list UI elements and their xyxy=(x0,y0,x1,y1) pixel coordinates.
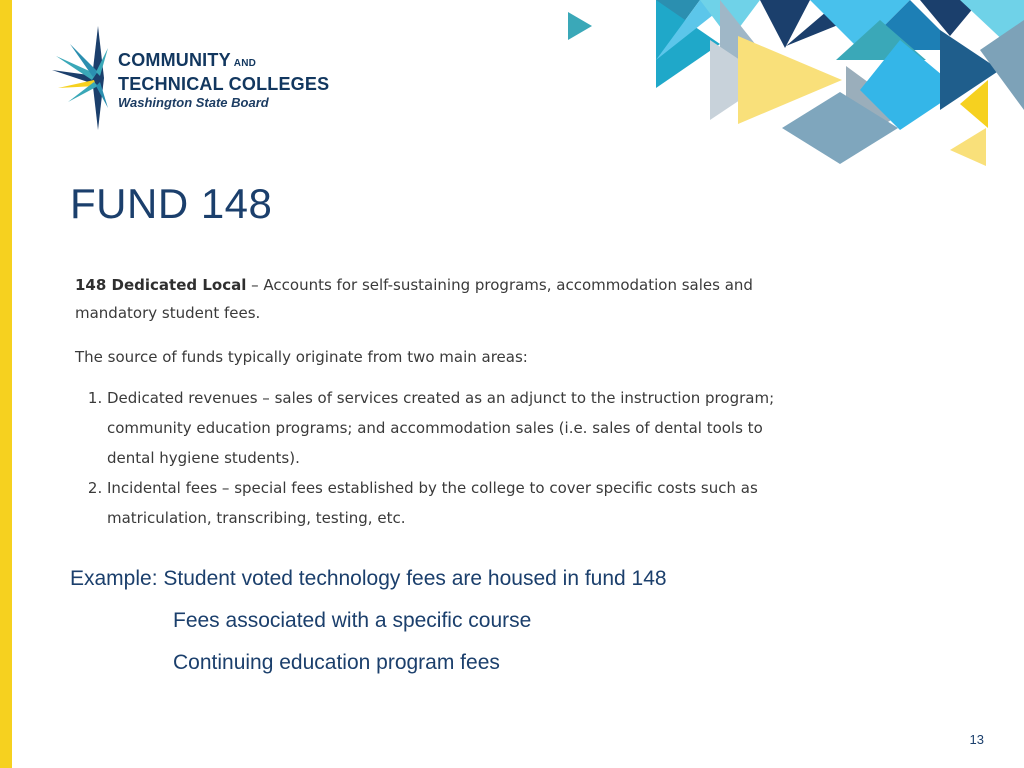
example-label: Example: xyxy=(70,567,164,590)
fund-description xyxy=(75,271,805,533)
source-paragraph: The source of funds typically originate from two main areas: xyxy=(75,348,528,366)
list-item: 1. Dedicated revenues – sales of services created as an adjunct to the instruction program; community education programs; and accommodation sales (i.e. sales of dental tools to dental hygiene students). xyxy=(107,383,805,473)
intro-paragraph xyxy=(75,271,805,327)
example-item: Fees associated with a specific course xyxy=(173,609,532,632)
logo-text xyxy=(118,50,329,112)
logo-and: AND xyxy=(233,58,257,69)
page-title: FUND 148 xyxy=(70,180,273,227)
logo-technical-colleges: TECHNICAL COLLEGES xyxy=(118,74,330,94)
intro-text: – Accounts for self-sustaining programs, accommodation sales and mandatory student fees. xyxy=(75,276,753,322)
logo-community: COMMUNITY xyxy=(118,50,231,70)
logo-washington-state-board: Washington State Board xyxy=(118,95,269,110)
decorative-triangles xyxy=(560,0,1024,170)
source-list xyxy=(75,383,805,533)
example-item: Continuing education program fees xyxy=(173,651,500,674)
left-accent-bar xyxy=(0,0,12,768)
example-item: Student voted technology fees are housed in fund 148 xyxy=(163,567,667,590)
list-item: 2. Incidental fees – special fees established by the college to cover specific costs such as matriculation, transcribing, testing, etc. xyxy=(107,473,805,533)
example-block xyxy=(70,562,830,688)
intro-bold-term: 148 Dedicated Local xyxy=(75,276,247,294)
starburst-logo-icon xyxy=(48,26,110,130)
page-number: 13 xyxy=(969,732,984,747)
college-board-logo xyxy=(48,26,348,132)
